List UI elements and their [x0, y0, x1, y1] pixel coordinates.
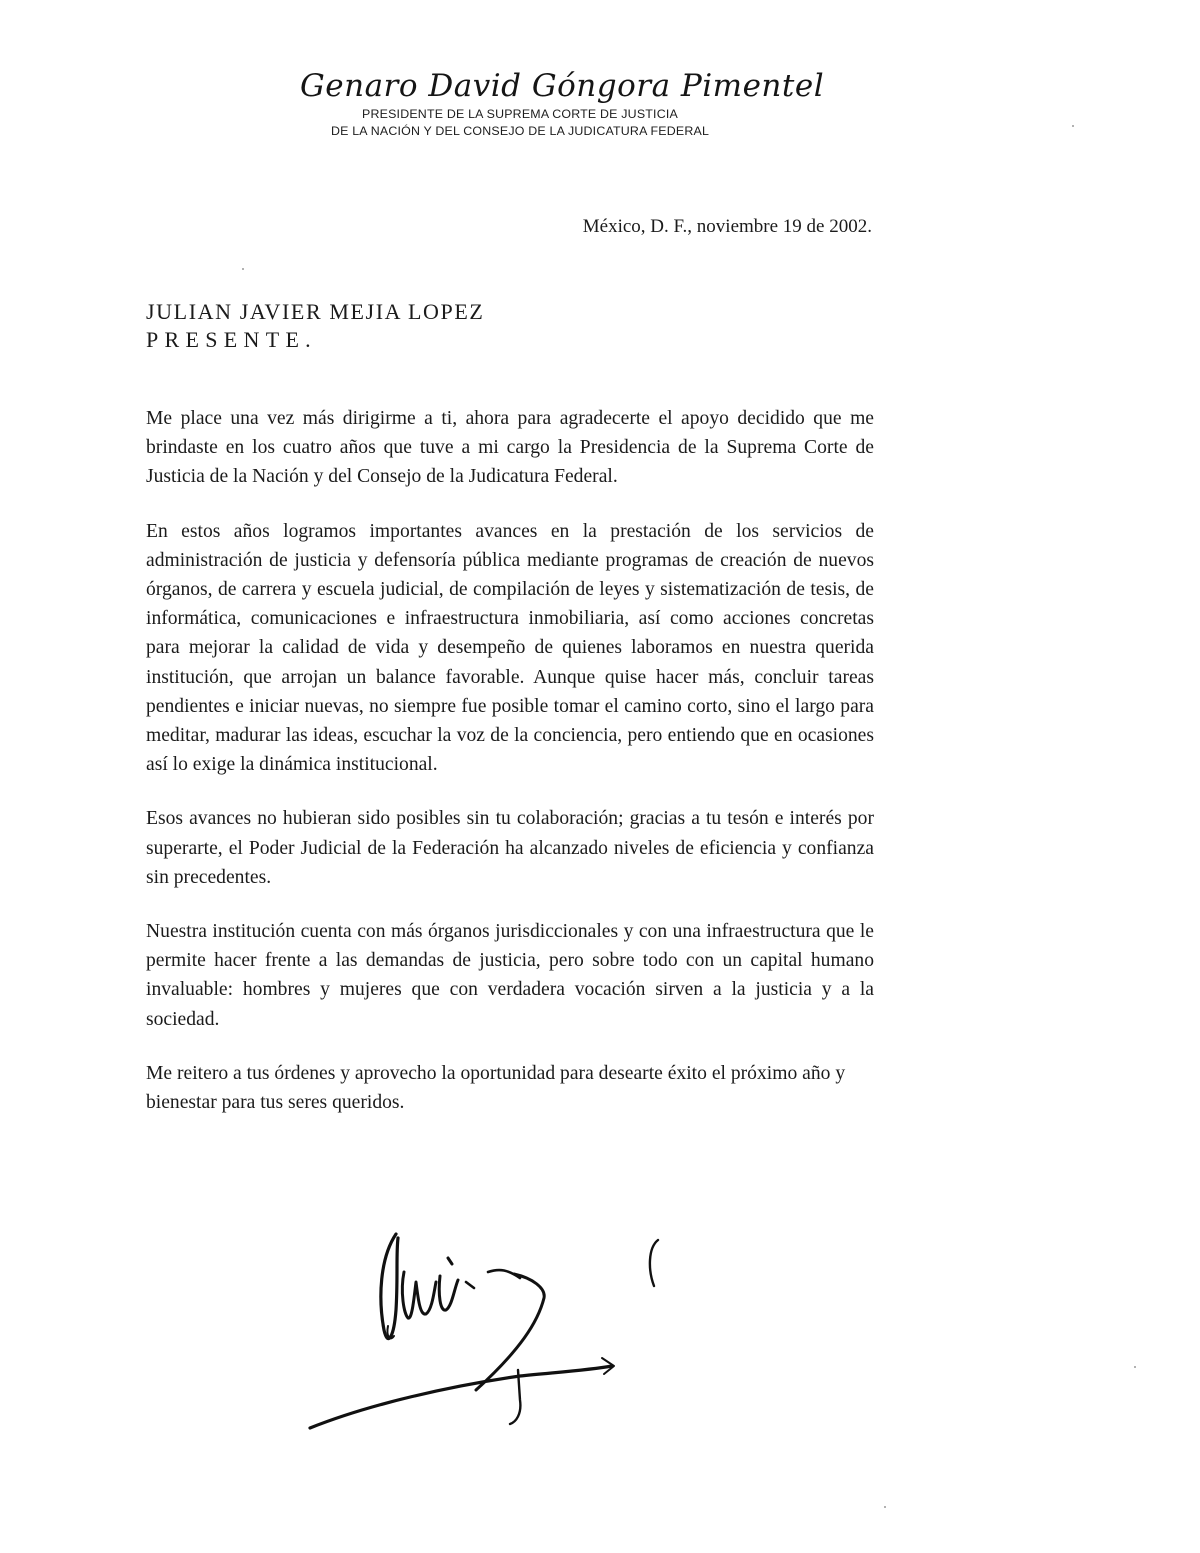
- body-paragraph: Me place una vez más dirigirme a ti, ahora para agradecerte el apoyo decidido que me brindaste en los cuatro años que tuve a mi cargo la Presidencia de la Suprema Corte de Justicia de la Nación y del Consejo de la Judicatura Federal.: [146, 408, 874, 488]
- handwritten-signature: [300, 1218, 680, 1438]
- letterhead-name: Genaro David Góngora Pimentel: [300, 68, 825, 104]
- body-paragraph: Esos avances no hubieran sido posibles sin tu colaboración; gracias a tu tesón e interés por superarte, el Poder Judicial de la Federación ha alcanzado niveles de eficiencia y confianza sin precedentes.: [146, 808, 874, 888]
- scan-speck: [242, 268, 244, 270]
- scan-speck: [1134, 1366, 1136, 1368]
- letterhead-title-line-2: DE LA NACIÓN Y DEL CONSEJO DE LA JUDICATURA FEDERAL: [330, 124, 710, 138]
- recipient-name: JULIAN JAVIER MEJIA LOPEZ: [146, 299, 485, 324]
- scan-speck: [1072, 125, 1074, 127]
- letter-body: [146, 404, 874, 1142]
- letterhead: [300, 66, 825, 140]
- body-paragraph: En estos años logramos importantes avances en la prestación de los servicios de administración de justicia y defensoría pública mediante programas de creación de nuevos órganos, de carrera y escuela judicial, de compilación de leyes y sistematización de tesis, de informática, comunicaciones e infraestructura inmobiliaria, así como acciones concretas para mejorar la calidad de vida y desempeño de quienes laboramos en nuestra querida institución, que arrojan un balance favorable. Aunque quise hacer más, concluir tareas pendientes e iniciar nuevas, no siempre fue posible tomar el camino corto, sino el largo para meditar, madurar las ideas, escuchar la voz de la conciencia, pero entiendo que en ocasiones así lo exige la dinámica institucional.: [146, 520, 874, 776]
- body-paragraph: Nuestra institución cuenta con más órganos jurisdiccionales y con una infraestructura que le permite hacer frente a las demandas de justicia, pero sobre todo con un capital humano invaluable: hombres y mujeres que con verdadera vocación sirven a la justicia y a la sociedad.: [146, 921, 874, 1030]
- recipient-block: [146, 298, 484, 354]
- letter-date: México, D. F., noviembre 19 de 2002.: [582, 216, 872, 237]
- body-paragraph: Me reitero a tus órdenes y aprovecho la oportunidad para desearte éxito el próximo año y bienestar para tus seres queridos.: [146, 1062, 846, 1114]
- recipient-salutation: PRESENTE.: [146, 327, 317, 352]
- scan-speck: [884, 1506, 886, 1508]
- letterhead-title-line-1: PRESIDENTE DE LA SUPREMA CORTE DE JUSTICIA: [362, 107, 678, 121]
